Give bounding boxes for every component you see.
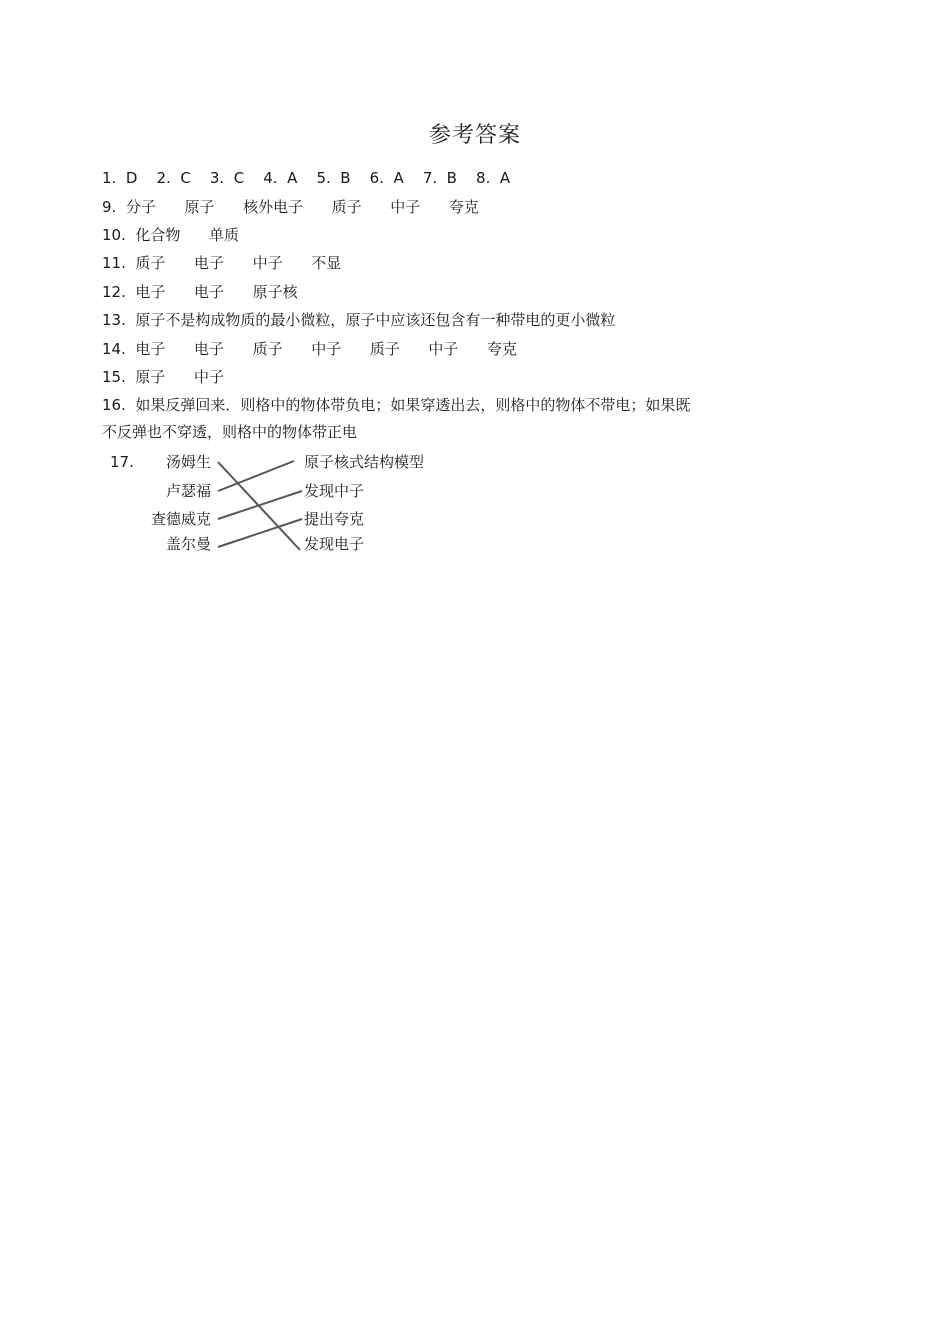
answer-line-15: 15. 原子 中子	[102, 368, 224, 386]
answer-line-13: 13. 原子不是构成物质的最小微粒，原子中应该还包含有一种带电的更小微粒	[102, 311, 616, 329]
answer-line-10: 10. 化合物 单质	[102, 226, 240, 244]
answer-line-14: 14. 电子 电子 质子 中子 质子 中子 夸克	[102, 340, 518, 358]
scientist-name: 汤姆生	[165, 453, 211, 471]
question-17-number: 17.	[110, 453, 134, 471]
achievement-label: 发现中子	[304, 482, 365, 500]
answer-line-1-8: 1. D 2. C 3. C 4. A 5. B 6. A 7. B 8. A	[102, 169, 511, 187]
achievement-label: 发现电子	[304, 535, 365, 553]
scientist-name: 查德威克	[150, 510, 211, 528]
page-title: 参考答案	[428, 123, 521, 148]
scientist-name: 卢瑟福	[165, 482, 211, 500]
answer-line-12: 12. 电子 电子 原子核	[102, 283, 298, 301]
answer-line-16-cont: 不反弹也不穿透，则格中的物体带正电	[102, 423, 358, 441]
match-line	[218, 462, 300, 550]
achievement-label: 原子核式结构模型	[304, 453, 425, 471]
answer-line-16: 16. 如果反弹回来．则格中的物体带负电；如果穿透出去，则格中的物体不带电；如果既	[102, 396, 691, 414]
match-line	[218, 461, 294, 491]
answer-line-9: 9. 分子 原子 核外电子 质子 中子 夸克	[102, 198, 479, 216]
match-line	[218, 519, 302, 547]
achievement-label: 提出夸克	[304, 510, 365, 528]
answer-line-11: 11. 质子 电子 中子 不显	[102, 254, 342, 272]
match-line	[218, 491, 302, 519]
scientist-name: 盖尔曼	[165, 535, 211, 553]
